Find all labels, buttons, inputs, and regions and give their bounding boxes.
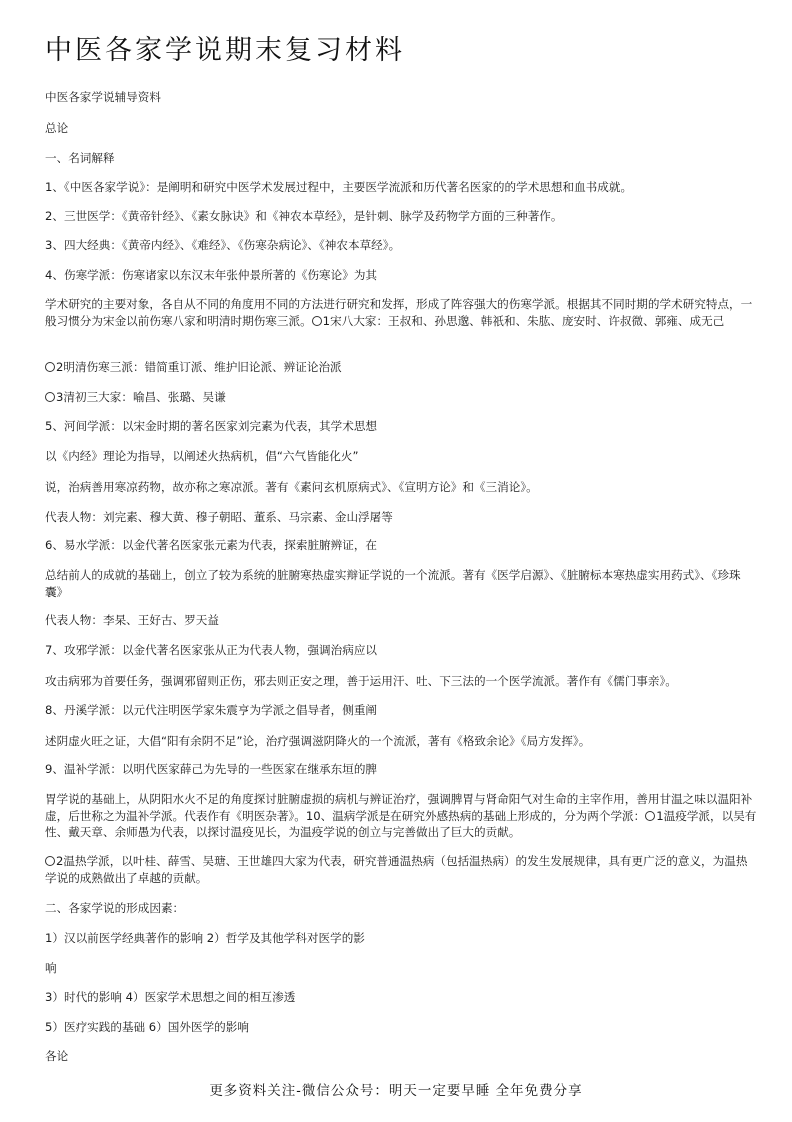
item-4-sub-3 <box>45 389 757 406</box>
item-3: 3、四大经典：《黄帝内经》、《难经》、《伤寒杂病论》、《神农本草经》。 <box>45 238 401 252</box>
circle-number-icon <box>312 316 322 326</box>
circle-number-icon <box>645 811 655 821</box>
item-4: 4、伤寒学派：伤寒诸家以东汉末年张仲景所著的《伤寒论》为其 <box>45 268 378 282</box>
circle-number-icon <box>45 856 55 866</box>
circle-number: 2 <box>56 360 64 374</box>
paragraph-text: 宋八大家：王叔和、孙思邈、韩祇和、朱肱、庞安时、许叔微、郭雍、成无己 <box>330 313 725 328</box>
factor-line-2: 响 <box>45 961 57 975</box>
item-10-sub-2 <box>45 853 757 886</box>
circle-number: 1 <box>322 313 331 328</box>
factor-line-1: 1）汉以前医学经典著作的影响 2）哲学及其他学科对医学的影 <box>45 931 365 945</box>
circle-number: 3 <box>56 390 64 404</box>
document-title: 中医各家学说期末复习材料 <box>45 35 405 66</box>
part2-heading: 二、各家学说的形成因素： <box>45 901 185 915</box>
footer-note: 更多资料关注-微信公众号：明天一定要早睡 全年免费分享 <box>209 1083 583 1099</box>
item-7: 7、攻邪学派：以金代著名医家张从正为代表人物，强调治病应以 <box>45 643 378 657</box>
part1-heading: 一、名词解释 <box>45 151 115 165</box>
circle-number: 1 <box>656 808 664 823</box>
paragraph-text: 温疫学派，以吴有性、戴天章、余师愚为代表，以探讨温疫见长，为温疫学说的创立与完善做出了巨大的贡献。 <box>45 808 757 839</box>
factor-line-4: 5）医疗实践的基础 6）国外医学的影响 <box>45 1020 249 1034</box>
paragraph-text: 胃学说的基础上，从阴阳水火不足的角度探讨脏腑虚损的病机与辨证治疗，强调脾胃与肾命阳气对生命的主宰作用，善用甘温之味以温阳补虚，后世称之为温补学派。代表作有《明医杂著》。10、温病学派是在研究外感热病的基础上形成的，分为两个学派： <box>45 792 753 823</box>
item-7-line-2: 攻击病邪为首要任务，强调邪留则正伤，邪去则正安之理，善于运用汗、吐、下三法的一个医学流派。著作有《儒门事亲》。 <box>45 674 677 688</box>
document-subtitle: 中医各家学说辅导资料 <box>45 90 161 104</box>
section-heading-general: 总论 <box>45 121 69 135</box>
item-8-line-2: 述阴虚火旺之证，大倡“阳有余阴不足”论，治疗强调滋阴降火的一个流派，著有《格致余论》《局方发挥》。 <box>45 734 591 748</box>
section-heading-specific: 各论 <box>45 1049 69 1063</box>
item-5-representatives: 代表人物：刘完素、穆大黄、穆子朝昭、董系、马宗素、金山浮屠等 <box>45 510 393 524</box>
item-4-continuation <box>45 296 757 329</box>
item-5: 5、河间学派：以宋金时期的著名医家刘完素为代表，其学术思想 <box>45 419 378 433</box>
item-9-continuation <box>45 791 757 841</box>
item-9: 9、温补学派：以明代医家薛己为先导的一些医家在继承东垣的脾 <box>45 762 378 776</box>
item-5-line-3: 说，治病善用寒凉药物，故亦称之寒凉派。著有《素问玄机原病式》、《宣明方论》和《三消论》。 <box>45 480 538 494</box>
paragraph-text: 明清伤寒三派：错简重订派、维护旧论派、辨证论治派 <box>63 360 342 374</box>
item-1: 1、《中医各家学说》：是阐明和研究中医学术发展过程中，主要医学流派和历代著名医家的的学术思想和血书成就。 <box>45 180 633 194</box>
item-6: 6、易水学派：以金代著名医家张元素为代表，探索脏腑辨证，在 <box>45 538 378 552</box>
paragraph-text: 清初三大家：喻昌、张璐、吴谦 <box>63 390 226 404</box>
item-5-line-2: 以《内经》理论为指导，以阐述火热病机，倡“六气皆能化火” <box>45 449 359 463</box>
item-6-line-2: 总结前人的成就的基础上，创立了较为系统的脏腑寒热虚实辩证学说的一个流派。著有《医学启源》、《脏腑标本寒热虚实用药式》、《珍珠囊》 <box>45 568 741 599</box>
paragraph-text: 温热学派，以叶桂、薛雪、吴瑭、王世雄四大家为代表，研究普通温热病（包括温热病）的发生发展规律，具有更广泛的意义，为温热学说的成熟做出了卓越的贡献。 <box>45 854 748 885</box>
item-6-representatives: 代表人物：李杲、王好古、罗天益 <box>45 613 219 627</box>
circle-number-icon <box>45 362 55 372</box>
item-2: 2、三世医学：《黄帝针经》、《素女脉诀》和《神农本草经》，是针刺、脉学及药物学方面的三种著作。 <box>45 209 563 223</box>
factor-line-3: 3）时代的影响 4）医家学术思想之间的相互渗透 <box>45 990 296 1004</box>
circle-number-icon <box>45 392 55 402</box>
circle-number: 2 <box>56 854 64 868</box>
item-4-sub-2 <box>45 359 757 376</box>
item-8: 8、丹溪学派：以元代注明医学家朱震亨为学派之倡导者，侧重阐 <box>45 703 378 717</box>
paragraph-text: 学术研究的主要对象，各自从不同的角度用不同的方法进行研究和发挥，形成了阵容强大的伤寒学派。根据其不同时期的学术研究特点，一般习惯分为宋金以前伤寒八家和明清时期伤寒三派。 <box>45 297 753 328</box>
